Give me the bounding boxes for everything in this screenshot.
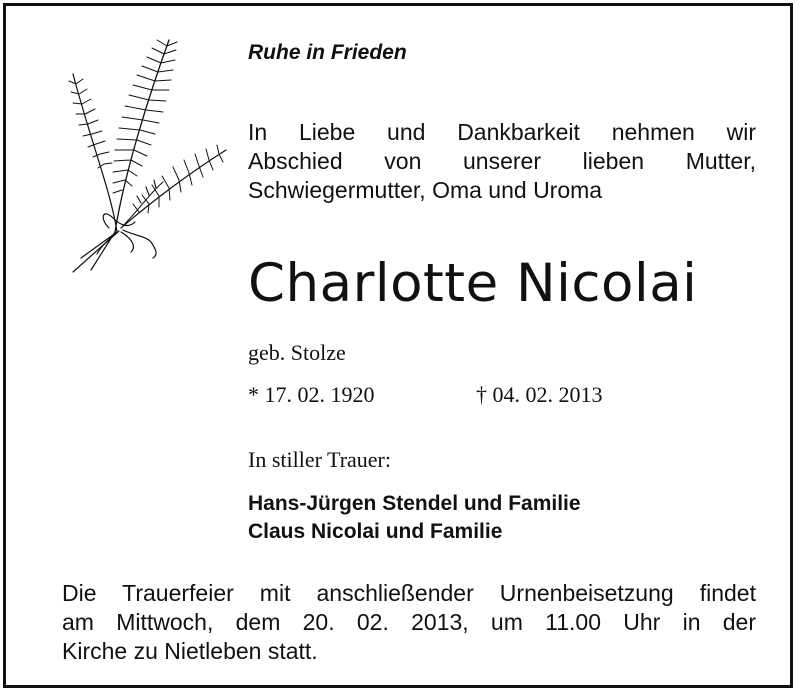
mourner-family: Hans-Jürgen Stendel und Familie: [248, 492, 581, 515]
intro-line: Abschied von unserer lieben Mutter,: [248, 148, 756, 174]
service-line: am Mittwoch, dem 20. 02. 2013, um 11.00 Uhr in der: [62, 609, 756, 635]
intro-line: In Liebe und Dankbarkeit nehmen wir: [248, 119, 756, 145]
service-line: Kirche zu Nietleben statt.: [62, 638, 318, 664]
intro-line: Schwiegermutter, Oma und Uroma: [248, 177, 603, 203]
mourner-family: Claus Nicolai und Familie: [248, 520, 503, 543]
birth-date: * 17. 02. 1920: [248, 382, 375, 407]
motto: Ruhe in Frieden: [248, 41, 407, 64]
deceased-name: Charlotte Nicolai: [248, 253, 698, 314]
life-dates: [248, 381, 756, 409]
maiden-name: geb. Stolze: [248, 340, 346, 365]
service-announcement: [62, 579, 756, 666]
death-date: † 04. 02. 2013: [476, 382, 603, 407]
mourning-label: In stiller Trauer:: [248, 447, 391, 472]
service-line: Die Trauerfeier mit anschließender Urnenbeisetzung findet: [62, 580, 756, 606]
intro-text: [248, 118, 756, 205]
obituary-card: [3, 3, 793, 688]
mourners-list: [248, 490, 756, 546]
fern-bouquet-icon: [51, 32, 236, 277]
